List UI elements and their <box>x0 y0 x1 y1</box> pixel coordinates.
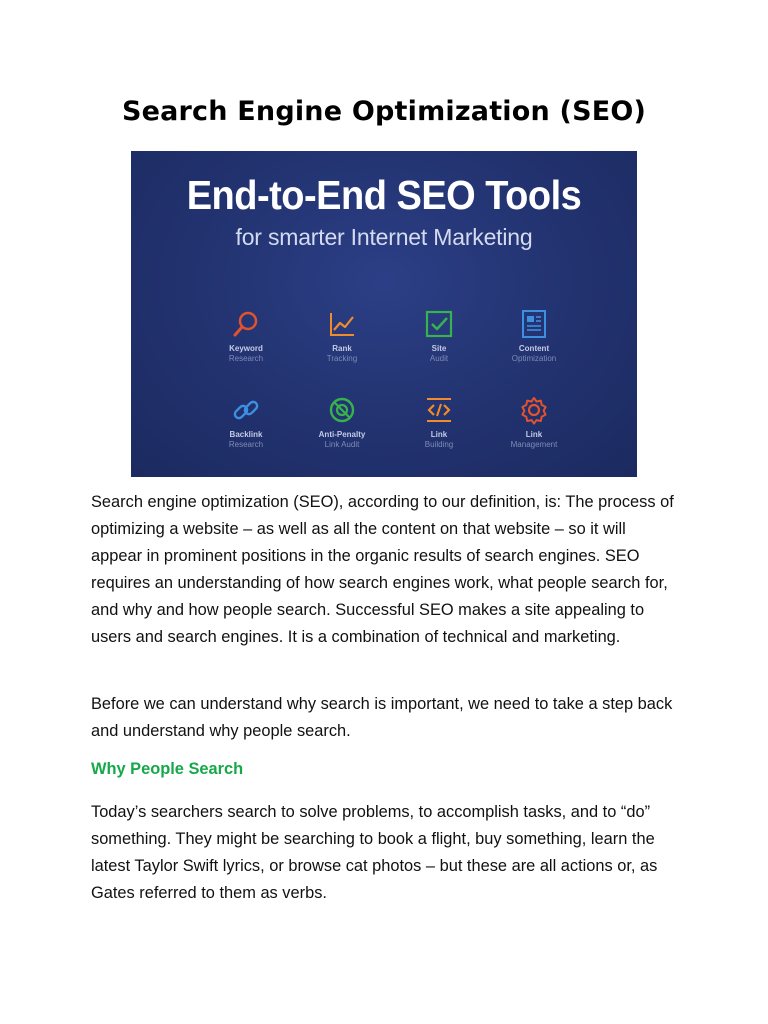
code-icon <box>424 395 454 425</box>
tool-sub: Optimization <box>511 354 557 363</box>
tool-link-building <box>394 395 484 450</box>
paragraph-seo-definition: Search engine optimization (SEO), according to our definition, is: The process of optimizing a website – as well as all the content on that website – so it will appear in prominent positions in the organic results of search engines. SEO requires an understanding of how search engines work, what people search for, and why and how people search. Successful SEO makes a site appealing to users and search engines. It is a combination of technical and marketing. <box>91 493 674 646</box>
tool-sub: Research <box>228 354 264 363</box>
tool-rank-tracking <box>297 309 387 364</box>
tool-site-audit <box>394 309 484 364</box>
tool-sub: Management <box>510 440 558 449</box>
magnifier-icon <box>231 309 261 339</box>
section-heading-why-people-search: Why People Search <box>91 760 244 778</box>
tool-sub: Building <box>424 440 454 449</box>
tool-name: Keyword <box>229 344 263 353</box>
page-title: Search Engine Optimization (SEO) <box>121 96 647 127</box>
banner-subheadline: for smarter Internet Marketing <box>235 224 533 250</box>
tool-name: Anti-Penalty <box>318 430 366 439</box>
tool-backlink-research <box>201 395 291 450</box>
gear-icon <box>519 395 549 425</box>
tool-name: Link <box>430 430 448 439</box>
tool-sub: Tracking <box>326 354 358 363</box>
tool-sub: Audit <box>429 354 449 363</box>
document-icon <box>519 309 549 339</box>
tool-link-management <box>489 395 579 450</box>
banner-headline: End-to-End SEO Tools <box>186 173 582 219</box>
tool-sub: Research <box>228 440 264 449</box>
line-chart-icon <box>327 309 357 339</box>
paragraph-todays-searchers: Today’s searchers search to solve problems, to accomplish tasks, and to “do” something. They might be searching to book a flight, buy something, learn the latest Taylor Swift lyrics, or browse cat photos – but these are all actions or, as Gates referred to them as verbs. <box>91 803 658 902</box>
shield-target-icon <box>327 395 357 425</box>
paragraph-why-search-important: Before we can understand why search is important, we need to take a step back and understand why people search. <box>91 695 673 740</box>
checkbox-icon <box>424 309 454 339</box>
link-icon <box>231 395 261 425</box>
tool-anti-penalty-link-audit <box>297 395 387 450</box>
tool-name: Backlink <box>229 430 263 439</box>
tool-name: Content <box>518 344 550 353</box>
tool-name: Site <box>431 344 447 353</box>
tool-content-optimization <box>489 309 579 364</box>
tool-name: Link <box>525 430 543 439</box>
tool-sub: Link Audit <box>324 440 360 449</box>
seo-tools-banner-image <box>131 151 637 477</box>
tool-keyword-research <box>201 309 291 364</box>
tool-name: Rank <box>332 344 352 353</box>
